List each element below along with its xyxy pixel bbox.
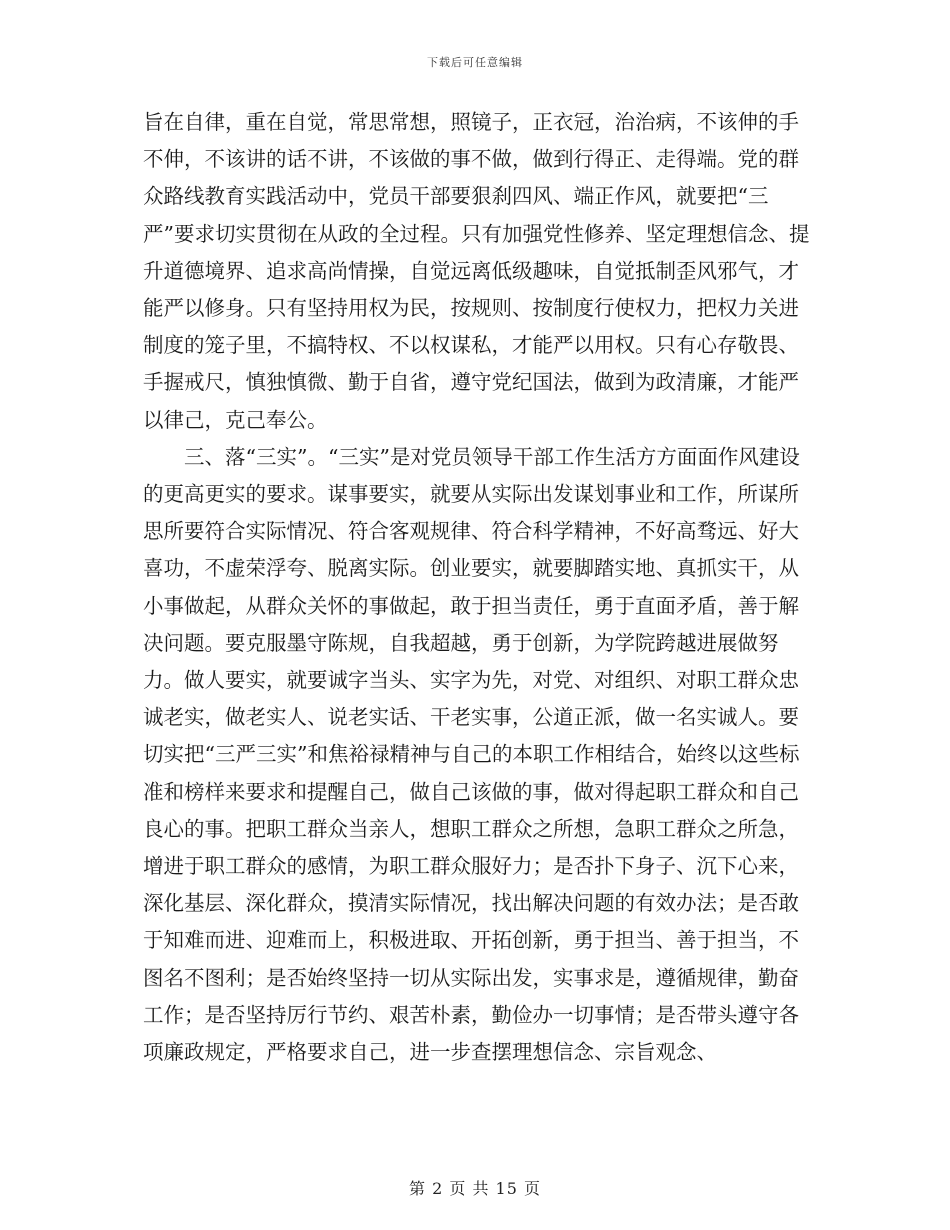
document-body — [143, 104, 813, 1071]
paragraph-1: 旨在自律，重在自觉，常思常想，照镜子，正衣冠，治治病，不该伸的手不伸，不该讲的话不讲，不该做的事不做，做到行得正、走得端。党的群众路线教育实践活动中，党员干部要狠刹四风、端正作风，就要把“三严”要求切实贯彻在从政的全过程。只有加强党性修养、坚定理想信念、提升道德境界、追求高尚情操，自觉远离低级趣味，自觉抵制歪风邪气，才能严以修身。只有坚持用权为民，按规则、按制度行使权力，把权力关进制度的笼子里，不搞特权、不以权谋私，才能严以用权。只有心存敬畏、手握戒尺，慎独慎微、勤于自省，遵守党纪国法，做到为政清廉，才能严以律己，克己奉公。 — [143, 110, 810, 432]
page-number: 第 2 页 共 15 页 — [409, 1179, 541, 1198]
paragraph-2: 三、落“三实”。“三实”是对党员领导干部工作生活方方面面作风建设的更高更实的要求。谋事要实，就要从实际出发谋划事业和工作，所谋所思所要符合实际情况、符合客观规律、符合科学精神，不好高骛远、好大喜功，不虚荣浮夸、脱离实际。创业要实，就要脚踏实地、真抓实干，从小事做起，从群众关怀的事做起，敢于担当责任，勇于直面矛盾，善于解决问题。要克服墨守陈规，自我超越，勇于创新，为学院跨越进展做努力。做人要实，就要诚字当头、实字为先，对党、对组织、对职工群众忠诚老实，做老实人、说老实话、干老实事，公道正派，做一名实诚人。要切实把“三严三实”和焦裕禄精神与自己的本职工作相结合，始终以这些标准和榜样来要求和提醒自己，做自己该做的事，做对得起职工群众和自己良心的事。把职工群众当亲人，想职工群众之所想，急职工群众之所急，增进于职工群众的感情，为职工群众服好力；是否扑下身子、沉下心来，深化基层、深化群众，摸清实际情况，找出解决问题的有效办法；是否敢于知难而进、迎难而上，积极进取、开拓创新，勇于担当、善于担当，不图名不图利；是否始终坚持一切从实际出发，实事求是，遵循规律，勤奋工作；是否坚持厉行节约、艰苦朴素，勤俭办一切事情；是否带头遵守各项廉政规定，严格要求自己，进一步查摆理想信念、宗旨观念、 — [143, 444, 800, 1065]
page-header: 下载后可任意编辑 — [427, 56, 523, 69]
